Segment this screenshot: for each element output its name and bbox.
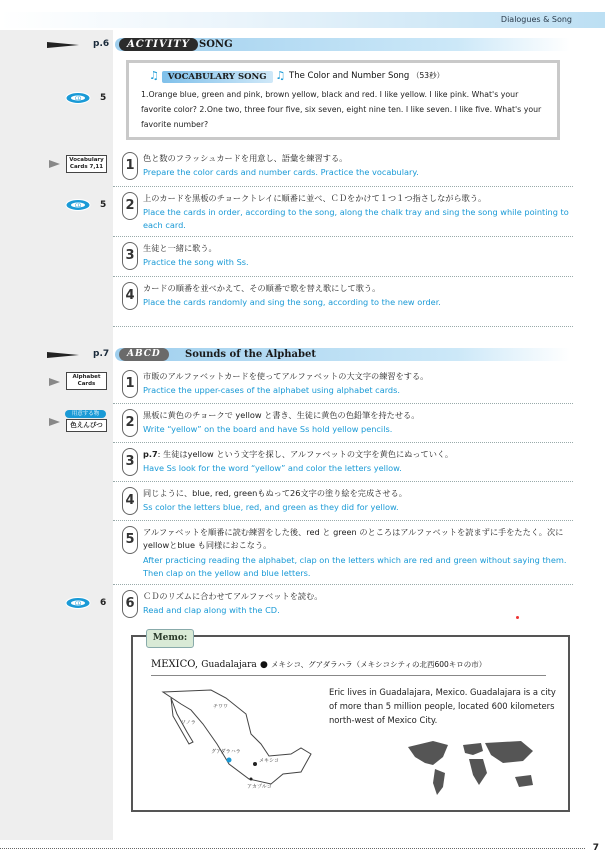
- cd-icon: [65, 597, 91, 609]
- world-map: [403, 737, 543, 799]
- section-arrow-icon: [47, 352, 79, 358]
- step-en: Place the cards in order, according to the song, along the chalk tray and sing the song while pointing to each card.: [143, 207, 569, 230]
- page-label: p.6: [93, 39, 110, 49]
- step-jp: ＣＤのリズムに合わせてアルファベットを読む。: [143, 591, 323, 601]
- song-duration: （53秒）: [412, 71, 445, 80]
- mexico-city-dot: [253, 762, 257, 766]
- step-number: 1: [122, 370, 138, 398]
- header-bar: [0, 12, 605, 28]
- step-number: 2: [122, 409, 138, 437]
- divider: [113, 326, 573, 327]
- music-note-icon: ♫: [149, 69, 159, 82]
- step-jp-text: : 生徒はyellow という文字を探し、アルファベットの文字を黄色にぬっていく。: [157, 449, 454, 459]
- step-jp: [143, 448, 453, 461]
- cd-icon: [65, 92, 91, 104]
- materials-tag: 用意する物: [65, 410, 106, 418]
- page-label: p.7: [93, 349, 110, 359]
- vocabulary-box: [126, 60, 560, 140]
- page-ref: p.7: [143, 449, 158, 459]
- cd-track-number: 5: [100, 200, 107, 210]
- pointer-arrow-icon: [49, 160, 60, 168]
- step-number: 4: [122, 487, 138, 515]
- section-arrow-icon: [47, 42, 79, 48]
- jp-note: メキシコ、グアダラハラ（メキシコシティの北西600キロの市）: [271, 660, 487, 669]
- svg-text:CD: CD: [74, 97, 82, 102]
- pointer-arrow-icon: [49, 418, 60, 426]
- page-number: 7: [592, 843, 599, 853]
- step-jp: 同じように、blue, red, greenもぬって26文字の塗り絵を完成させる。: [143, 488, 407, 498]
- map-label: グアダラハラ: [211, 749, 241, 755]
- step-jp: 生徒と一緒に歌う。: [143, 243, 217, 253]
- map-label: アカプルコ: [247, 784, 272, 790]
- cd-track-number: 5: [100, 93, 107, 103]
- alphabet-title: Sounds of the Alphabet: [185, 349, 316, 360]
- memo-text: Eric lives in Guadalajara, Mexico. Guadalajara is a city of more than 5 million people, located 600 kilometers north-west of Mexico City.: [329, 687, 556, 725]
- step-en: Write “yellow” on the board and have Ss hold yellow pencils.: [143, 424, 393, 434]
- divider: [113, 584, 573, 585]
- map-label: ソノラ: [181, 720, 196, 726]
- memo-box: [131, 635, 570, 812]
- song-title: [289, 70, 444, 81]
- step-number: 1: [122, 152, 138, 180]
- step-jp: 色と数のフラッシュカードを用意し、語彙を練習する。: [143, 153, 348, 163]
- pointer-arrow-icon: [49, 378, 60, 386]
- divider: [113, 236, 573, 237]
- song-lyrics: 1.Orange blue, green and pink, brown yellow, black and red. I like yellow. I like pink. What's your favorite color? 2.One two, three four five, six seven, eight nine ten. I like seven. I like five. What's your favorite number?: [141, 90, 542, 129]
- step-en: Prepare the color cards and number cards. Practice the vocabulary.: [143, 167, 419, 177]
- step-jp: 黒板に黄色のチョークで yellow と書き、生徒に黄色の色鉛筆を持たせる。: [143, 410, 420, 420]
- city: Guadalajara: [201, 660, 257, 670]
- svg-text:CD: CD: [74, 602, 82, 607]
- divider: [113, 403, 573, 404]
- step-en: Read and clap along with the CD.: [143, 605, 280, 615]
- music-note-icon: ♫: [275, 69, 286, 82]
- step-en: Ss color the letters blue, red, and green as they did for yellow.: [143, 502, 399, 512]
- memo-heading: [151, 659, 486, 670]
- red-dot: [516, 616, 519, 619]
- step-number: 5: [122, 526, 138, 554]
- step-jp: アルファベットを順番に読む練習をした後、red と green のところはアルファベットを読まずに手をたたく。次に yellowとblue も同様におこなう。: [143, 527, 564, 550]
- map-label: メキシコ: [259, 758, 279, 764]
- step-en: Have Ss look for the word “yellow” and color the letters yellow.: [143, 463, 402, 473]
- section-title: Dialogues & Song: [500, 15, 572, 24]
- divider: [113, 276, 573, 277]
- step-en: Practice the upper-cases of the alphabet using alphabet cards.: [143, 385, 400, 395]
- cd-track-number: 6: [100, 598, 107, 608]
- alphabet-band: [115, 348, 570, 361]
- step-number: 6: [122, 590, 138, 618]
- divider: [113, 186, 573, 187]
- alphabet-cards-label: Alphabet Cards: [66, 372, 107, 390]
- materials-item: 色えんぴつ: [66, 419, 107, 432]
- svg-text:CD: CD: [74, 204, 82, 209]
- memo-divider: [151, 675, 546, 676]
- bullet-icon: ●: [259, 660, 268, 670]
- step-number: 4: [122, 282, 138, 310]
- footer-rule: [0, 848, 585, 849]
- vocabulary-cards-label: Vocabulary Cards 7,11: [66, 155, 107, 173]
- map-label: チワワ: [213, 704, 229, 710]
- memo-tab: Memo:: [146, 629, 194, 648]
- country: MEXICO,: [151, 659, 199, 670]
- song-name: The Color and Number Song: [289, 71, 410, 81]
- step-jp: カードの順番を並べかえて、その順番で歌を替え歌にして歌う。: [143, 283, 381, 293]
- step-number: 3: [122, 448, 138, 476]
- mexico-map: [151, 684, 321, 799]
- activity-badge: ACTIVITY: [119, 38, 198, 51]
- left-gutter: [0, 30, 113, 840]
- divider: [113, 520, 573, 521]
- step-jp: 市販のアルファベットカードを使ってアルファベットの大文字の練習をする。: [143, 371, 429, 381]
- step-number: 2: [122, 192, 138, 220]
- step-jp: 上のカードを黒板のチョークトレイに順番に並べ、ＣＤをかけて１つ１つ指さしながら歌う。: [143, 193, 487, 203]
- activity-band: [115, 38, 570, 51]
- acapulco-dot: [250, 778, 253, 781]
- guadalajara-dot: [227, 758, 232, 763]
- step-number: 3: [122, 242, 138, 270]
- abcd-badge: ABCD: [119, 348, 169, 361]
- cd-icon: [65, 199, 91, 211]
- activity-title: SONG: [199, 39, 233, 50]
- vocab-tag-wrap: [149, 69, 285, 81]
- step-en: Practice the song with Ss.: [143, 257, 249, 267]
- divider: [113, 442, 573, 443]
- divider: [113, 481, 573, 482]
- step-en: After practicing reading the alphabet, clap on the letters which are red and green without saying them. Then clap on the yellow and blue letters.: [143, 555, 567, 578]
- vocab-tag: VOCABULARY SONG: [162, 71, 273, 83]
- step-en: Place the cards randomly and sing the song, according to the new order.: [143, 297, 441, 307]
